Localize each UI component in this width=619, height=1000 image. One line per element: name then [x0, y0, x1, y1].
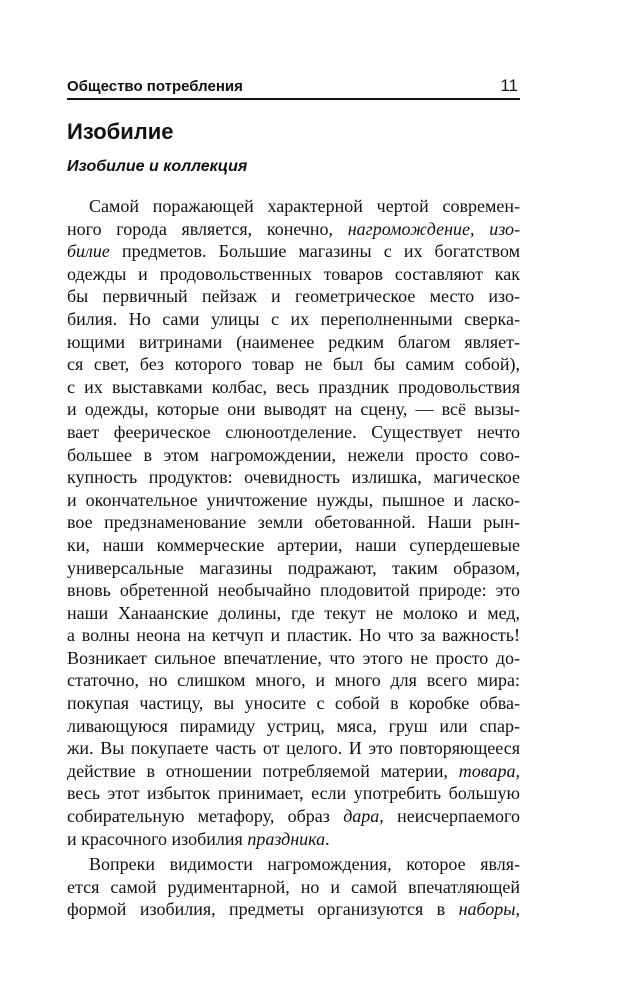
text-run: ющими витринами (наименее редким благом являет- — [67, 331, 520, 352]
text-line — [67, 444, 520, 467]
text-line — [67, 285, 520, 308]
text-run: . — [325, 828, 330, 849]
chapter-title: Изобилие — [67, 119, 174, 144]
italic-run: наборы, — [458, 899, 520, 920]
text-run: вое предзнаменование земли обетованной. Наши рын- — [67, 512, 520, 533]
text-line — [67, 466, 520, 489]
section-title: Изобилие и коллекция — [67, 158, 248, 175]
text-line — [67, 602, 520, 625]
page-number: 11 — [500, 76, 518, 95]
text-run: универсальные магазины подражают, таким образом, — [67, 557, 520, 578]
text-run: Вопреки видимости нагромождения, которое явля- — [89, 854, 520, 875]
text-run: вновь обретенной необычайно плодовитой природе: это — [67, 580, 520, 601]
italic-run: дара, — [343, 806, 384, 827]
italic-run: нагромождение, изо- — [347, 218, 521, 239]
text-line — [67, 898, 520, 921]
text-line — [67, 805, 520, 828]
text-run: вает феерическое слюноотделение. Существует нечто — [67, 421, 520, 442]
text-line — [67, 876, 520, 899]
text-line — [67, 760, 520, 783]
text-run: весь этот избыток принимает, если употребить большую — [67, 783, 520, 804]
text-run: предметов. Большие магазины с их богатством — [109, 241, 520, 262]
text-line — [67, 647, 520, 670]
text-line — [67, 511, 520, 534]
text-line — [67, 421, 520, 444]
text-line — [67, 853, 520, 876]
text-line — [67, 398, 520, 421]
text-line — [67, 624, 520, 647]
text-run: действие в отношении потребляемой материи, — [67, 760, 459, 781]
paragraph — [67, 853, 520, 921]
text-run: наши Ханаанские долины, где текут не молоко и мед, — [67, 602, 520, 623]
text-run: ливающуюся пирамиду устриц, мяса, груш или спар- — [67, 715, 520, 736]
text-line — [67, 579, 520, 602]
text-line — [67, 218, 520, 241]
text-run: ки, наши коммерческие артерии, наши супердешевые — [67, 534, 520, 555]
text-line — [67, 534, 520, 557]
body-text — [67, 195, 520, 921]
text-run: с их выставками колбас, весь праздник продовольствия — [67, 376, 520, 397]
text-run: и красочного изобилия — [67, 828, 248, 849]
text-line — [67, 240, 520, 263]
text-run: Самой поражающей характерной чертой современ- — [89, 196, 520, 216]
text-run: формой изобилия, предметы организуются в — [67, 899, 459, 920]
text-line — [67, 331, 520, 354]
text-run: одежды и продовольственных товаров составляют как — [67, 263, 520, 284]
text-run: статочно, но слишком много, и много для всего мира: — [67, 670, 520, 691]
italic-run: билие — [67, 241, 110, 262]
italic-run: праздника — [247, 828, 326, 849]
text-line — [67, 782, 520, 805]
text-run: билия. Но сами улицы с их переполненными сверка- — [67, 308, 520, 329]
text-run: собирательную метафору, образ — [67, 806, 344, 827]
paragraph — [67, 195, 520, 850]
text-run: Возникает сильное впечатление, что этого не просто до- — [67, 647, 520, 668]
text-run: большее в этом нагромождении, нежели просто сово- — [67, 444, 520, 465]
text-line — [67, 263, 520, 286]
running-title: Общество потребления — [67, 78, 243, 95]
text-line — [67, 376, 520, 399]
text-run: а волны неона на кетчуп и пластик. Но что за важность! — [67, 625, 520, 646]
text-run: неисчерпаемого — [383, 806, 520, 827]
text-run: и одежды, которые они выводят на сцену, — всё вызы- — [67, 399, 520, 420]
italic-run: товара, — [458, 760, 520, 781]
text-line — [67, 669, 520, 692]
text-run: купность продуктов: очевидность излишка, магическое — [67, 467, 520, 488]
text-line — [67, 489, 520, 512]
text-run: ется самой рудиментарной, но и самой впечатляющей — [67, 876, 520, 897]
text-line — [67, 195, 520, 218]
text-line — [67, 828, 520, 851]
running-head — [67, 76, 520, 100]
text-line — [67, 692, 520, 715]
text-line — [67, 353, 520, 376]
text-run: бы первичный пейзаж и геометрическое место изо- — [67, 286, 520, 307]
text-line — [67, 308, 520, 331]
text-run: и окончательное уничтожение нужды, пышное и ласко- — [67, 489, 520, 510]
text-run: покупая частицу, вы уносите с собой в коробке обва- — [67, 693, 520, 714]
text-run: жи. Вы покупаете часть от целого. И это повторяющееся — [67, 738, 520, 759]
text-line — [67, 715, 520, 738]
text-line — [67, 737, 520, 760]
text-run: ся свет, без которого товар не был бы самим собой), — [67, 354, 520, 375]
text-line — [67, 557, 520, 580]
text-run: ного города является, конечно, — [67, 218, 348, 239]
